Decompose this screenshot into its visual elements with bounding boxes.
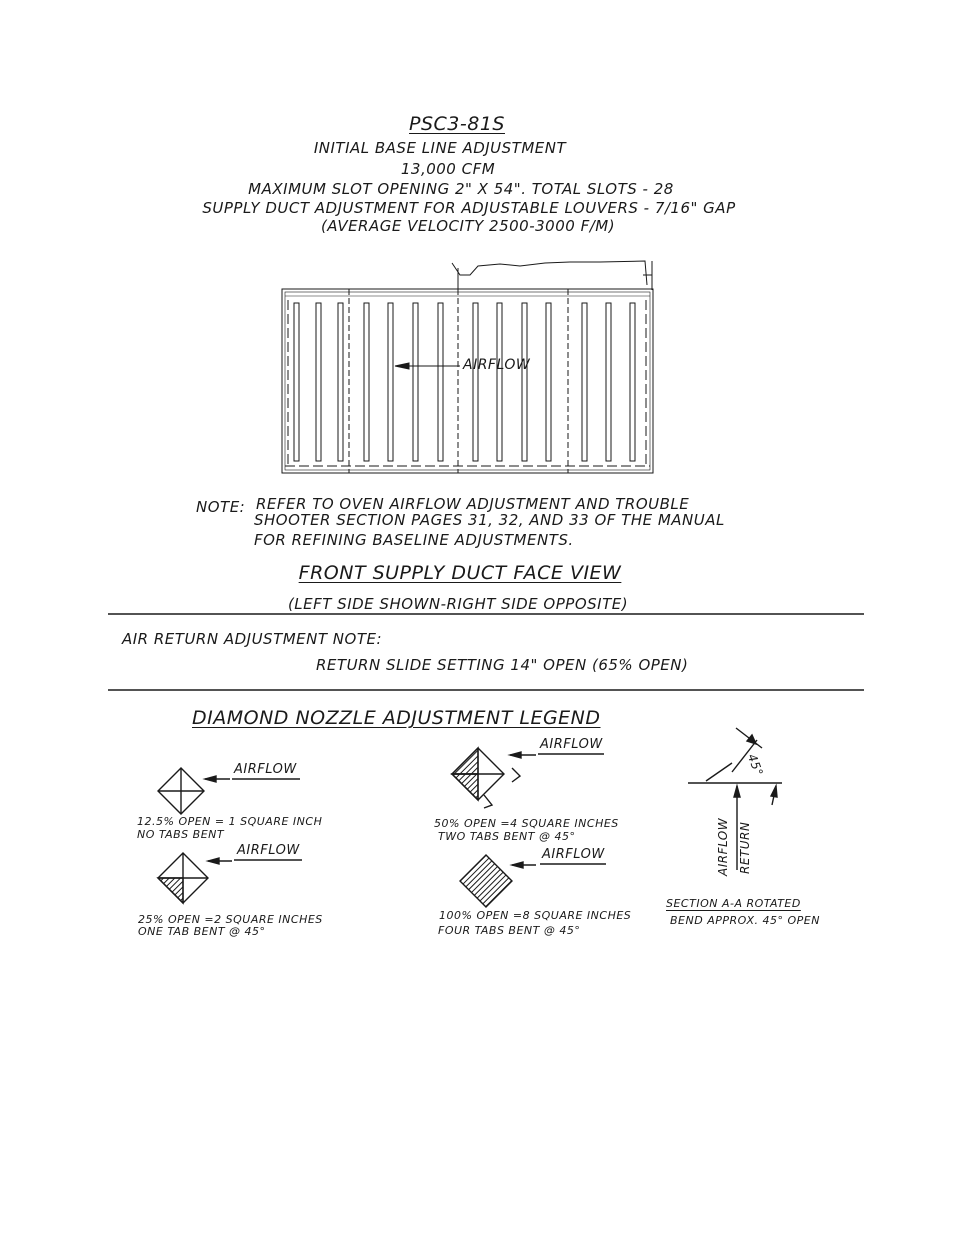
air-return-setting: RETURN SLIDE SETTING 14" OPEN (65% OPEN) bbox=[316, 656, 689, 674]
slot bbox=[413, 303, 418, 461]
note-prefix: NOTE: bbox=[196, 498, 246, 516]
header-line-5: (AVERAGE VELOCITY 2500-3000 F/M) bbox=[320, 217, 616, 235]
legend-4-airflow: AIRFLOW bbox=[542, 847, 605, 862]
slot bbox=[582, 303, 587, 461]
slot bbox=[294, 303, 299, 461]
section-angle-label: 45° bbox=[744, 752, 766, 779]
header-line-1: INITIAL BASE LINE ADJUSTMENT bbox=[313, 139, 567, 157]
legend-3-airflow: AIRFLOW bbox=[540, 737, 603, 752]
view-subtitle: (LEFT SIDE SHOWN-RIGHT SIDE OPPOSITE) bbox=[287, 595, 629, 613]
slot bbox=[522, 303, 527, 461]
slot bbox=[606, 303, 611, 461]
note-line-1: REFER TO OVEN AIRFLOW ADJUSTMENT AND TROUBLE bbox=[256, 495, 690, 513]
section-return-label: RETURN bbox=[738, 821, 752, 874]
legend-1-line-2: NO TABS BENT bbox=[137, 828, 225, 841]
legend-2-line-1: 25% OPEN =2 SQUARE INCHES bbox=[138, 913, 323, 926]
header-line-2: 13,000 CFM bbox=[400, 160, 496, 178]
legend-4-line-2: FOUR TABS BENT @ 45° bbox=[438, 924, 581, 937]
note-line-2: SHOOTER SECTION PAGES 31, 32, AND 33 OF THE MANUAL bbox=[254, 511, 725, 529]
legend-2-line-2: ONE TAB BENT @ 45° bbox=[138, 925, 266, 938]
legend-4-line-1: 100% OPEN =8 SQUARE INCHES bbox=[439, 909, 632, 922]
legend-1-line-1: 12.5% OPEN = 1 SQUARE INCH bbox=[137, 815, 323, 828]
legend-title: DIAMOND NOZZLE ADJUSTMENT LEGEND bbox=[192, 707, 601, 729]
legend-1-airflow: AIRFLOW bbox=[234, 762, 297, 777]
section-title: SECTION A-A ROTATED bbox=[666, 897, 801, 910]
drawing-title: PSC3-81S bbox=[409, 113, 505, 135]
legend-3-line-2: TWO TABS BENT @ 45° bbox=[438, 830, 576, 843]
slot bbox=[630, 303, 635, 461]
slot bbox=[473, 303, 478, 461]
header-line-4: SUPPLY DUCT ADJUSTMENT FOR ADJUSTABLE LOUVERS - 7/16" GAP bbox=[202, 199, 736, 217]
slot bbox=[338, 303, 343, 461]
slot bbox=[388, 303, 393, 461]
slot-group bbox=[294, 303, 635, 461]
header-line-3: MAXIMUM SLOT OPENING 2" X 54". TOTAL SLOTS - 28 bbox=[248, 180, 674, 198]
legend-2-airflow: AIRFLOW bbox=[237, 843, 300, 858]
legend-3-line-1: 50% OPEN =4 SQUARE INCHES bbox=[434, 817, 619, 830]
slot bbox=[364, 303, 369, 461]
section-airflow-label: AIRFLOW bbox=[716, 817, 730, 876]
section-a-a-diagram bbox=[688, 728, 782, 870]
duct-top-outline bbox=[452, 261, 647, 285]
nozzle-diagram-100 bbox=[460, 855, 606, 907]
view-title: FRONT SUPPLY DUCT FACE VIEW bbox=[298, 562, 622, 584]
slot bbox=[316, 303, 321, 461]
slot bbox=[438, 303, 443, 461]
slot bbox=[497, 303, 502, 461]
slot bbox=[546, 303, 551, 461]
air-return-heading: AIR RETURN ADJUSTMENT NOTE: bbox=[122, 630, 383, 648]
nozzle-diagram-50 bbox=[452, 748, 604, 808]
note-line-3: FOR REFINING BASELINE ADJUSTMENTS. bbox=[254, 531, 574, 549]
nozzle-diagram-25 bbox=[158, 853, 302, 903]
duct-airflow-label: AIRFLOW bbox=[463, 357, 531, 373]
section-caption: BEND APPROX. 45° OPEN bbox=[670, 914, 820, 927]
